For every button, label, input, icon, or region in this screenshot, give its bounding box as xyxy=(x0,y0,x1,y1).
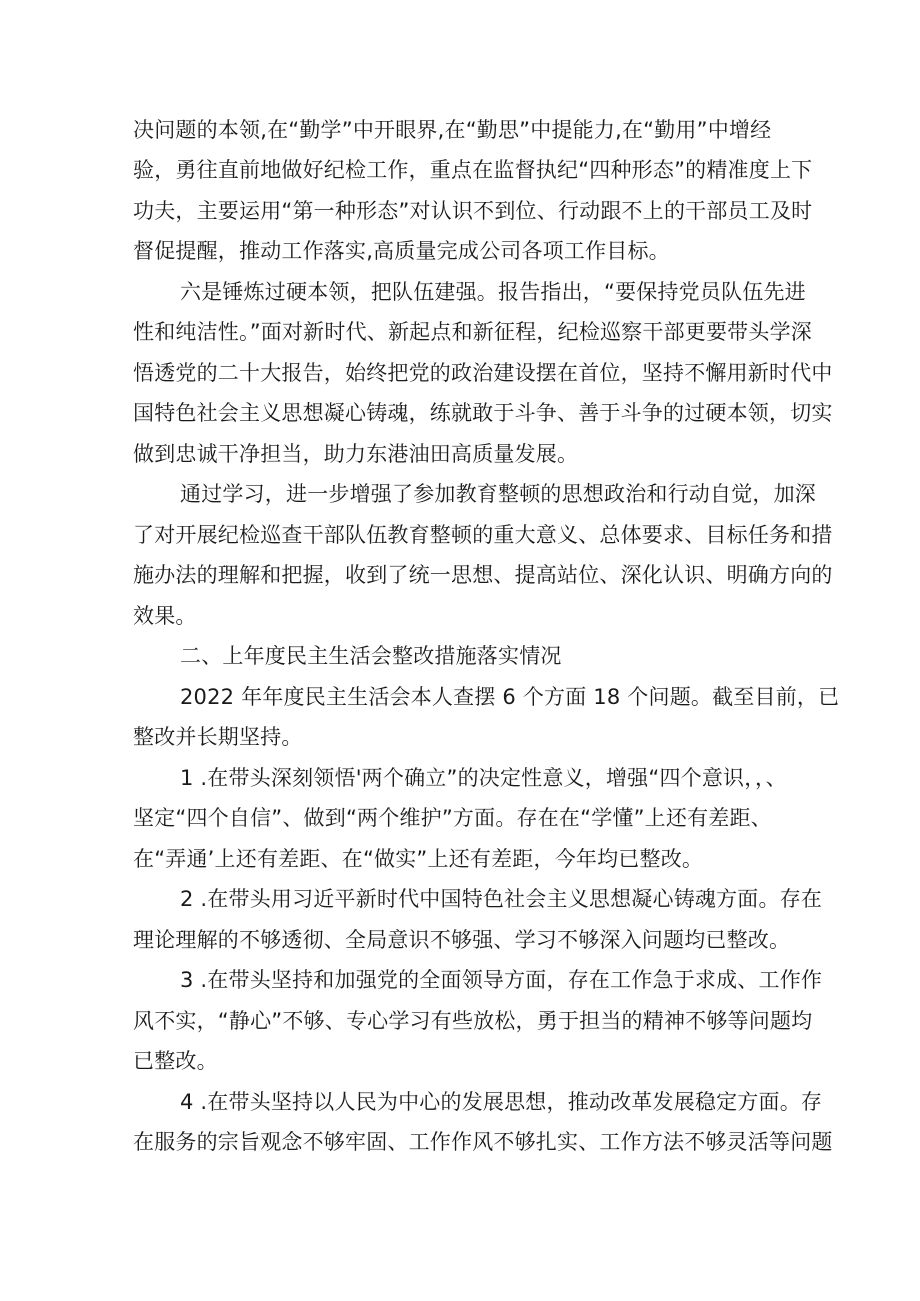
text-line: 整改并长期坚持。 xyxy=(133,725,303,749)
text-line: 在“弄通’上还有差距、在“做实”上还有差距，今年均已整改。 xyxy=(133,847,704,871)
text-line: 性和纯洁性。”面对新时代、新起点和新征程，纪检巡察干部更要带头学深 xyxy=(133,320,812,344)
text-line: 3 .在带头坚持和加强党的全面领导方面，存在工作急于求成、工作作 xyxy=(180,968,823,992)
text-line: 功夫，主要运用“第一种形态”对认识不到位、行动跟不上的干部员工及时 xyxy=(133,199,813,223)
text-line: 六是锤炼过硬本领，把队伍建强。报告指出，“要保持党员队伍先进 xyxy=(180,280,806,304)
text-line: 悟透党的二十大报告，始终把党的政治建设摆在首位，坚持不懈用新时代中 xyxy=(133,361,833,385)
text-line: 国特色社会主义思想凝心铸魂，练就敢于斗争、善于斗争的过硬本领，切实 xyxy=(133,401,833,425)
text-line: 2 .在带头用习近平新时代中国特色社会主义思想凝心铸魂方面。存在 xyxy=(180,887,823,911)
text-line: 了对开展纪检巡查干部队伍教育整顿的重大意义、总体要求、目标任务和措 xyxy=(133,523,833,547)
text-line: 验，勇往直前地做好纪检工作，重点在监督执纪“四种形态”的精准度上下 xyxy=(133,158,813,182)
text-line: 理论理解的不够透彻、全局意识不够强、学习不够深入问题均已整改。 xyxy=(133,928,791,952)
text-line: 通过学习，进一步增强了参加教育整顿的思想政治和行动自觉，加深 xyxy=(180,482,816,506)
text-line: 做到忠诚干净担当，助力东港油田高质量发展。 xyxy=(133,442,579,466)
text-line: 督促提醒，推动工作落实,高质量完成公司各项工作目标。 xyxy=(133,239,670,263)
text-line: 4 .在带头坚持以人民为中心的发展思想，推动改革发展稳定方面。存 xyxy=(180,1090,823,1114)
text-line: 施办法的理解和把握，收到了统一思想、提高站位、深化认识、明确方向的 xyxy=(133,563,833,587)
text-line: 坚定“四个自信”、做到“两个维护”方面。存在在“学懂”上还有差距、 xyxy=(133,806,772,830)
text-line: 决问题的本领,在“勤学”中开眼界,在“勤思”中提能力,在“勤用”中增经 xyxy=(133,118,772,142)
text-line: 已整改。 xyxy=(133,1049,218,1073)
section-heading-text: 二、上年度民主生活会整改措施落实情况 xyxy=(180,644,562,668)
text-line: 风不实，“静心”不够、专心学习有些放松，勇于担当的精神不够等问题均 xyxy=(133,1009,813,1033)
text-line: 在服务的宗旨观念不够牢固、工作作风不够扎实、工作方法不够灵活等问题 xyxy=(133,1130,833,1154)
text-line: 2022 年年度民主生活会本人查摆 6 个方面 18 个问题。截至目前，已 xyxy=(180,685,840,709)
text-line: 1 .在带头深刻领悟'两个确立”的决定性意义，增强“四个意识，，、 xyxy=(180,766,787,790)
text-line: 效果。 xyxy=(133,604,197,628)
